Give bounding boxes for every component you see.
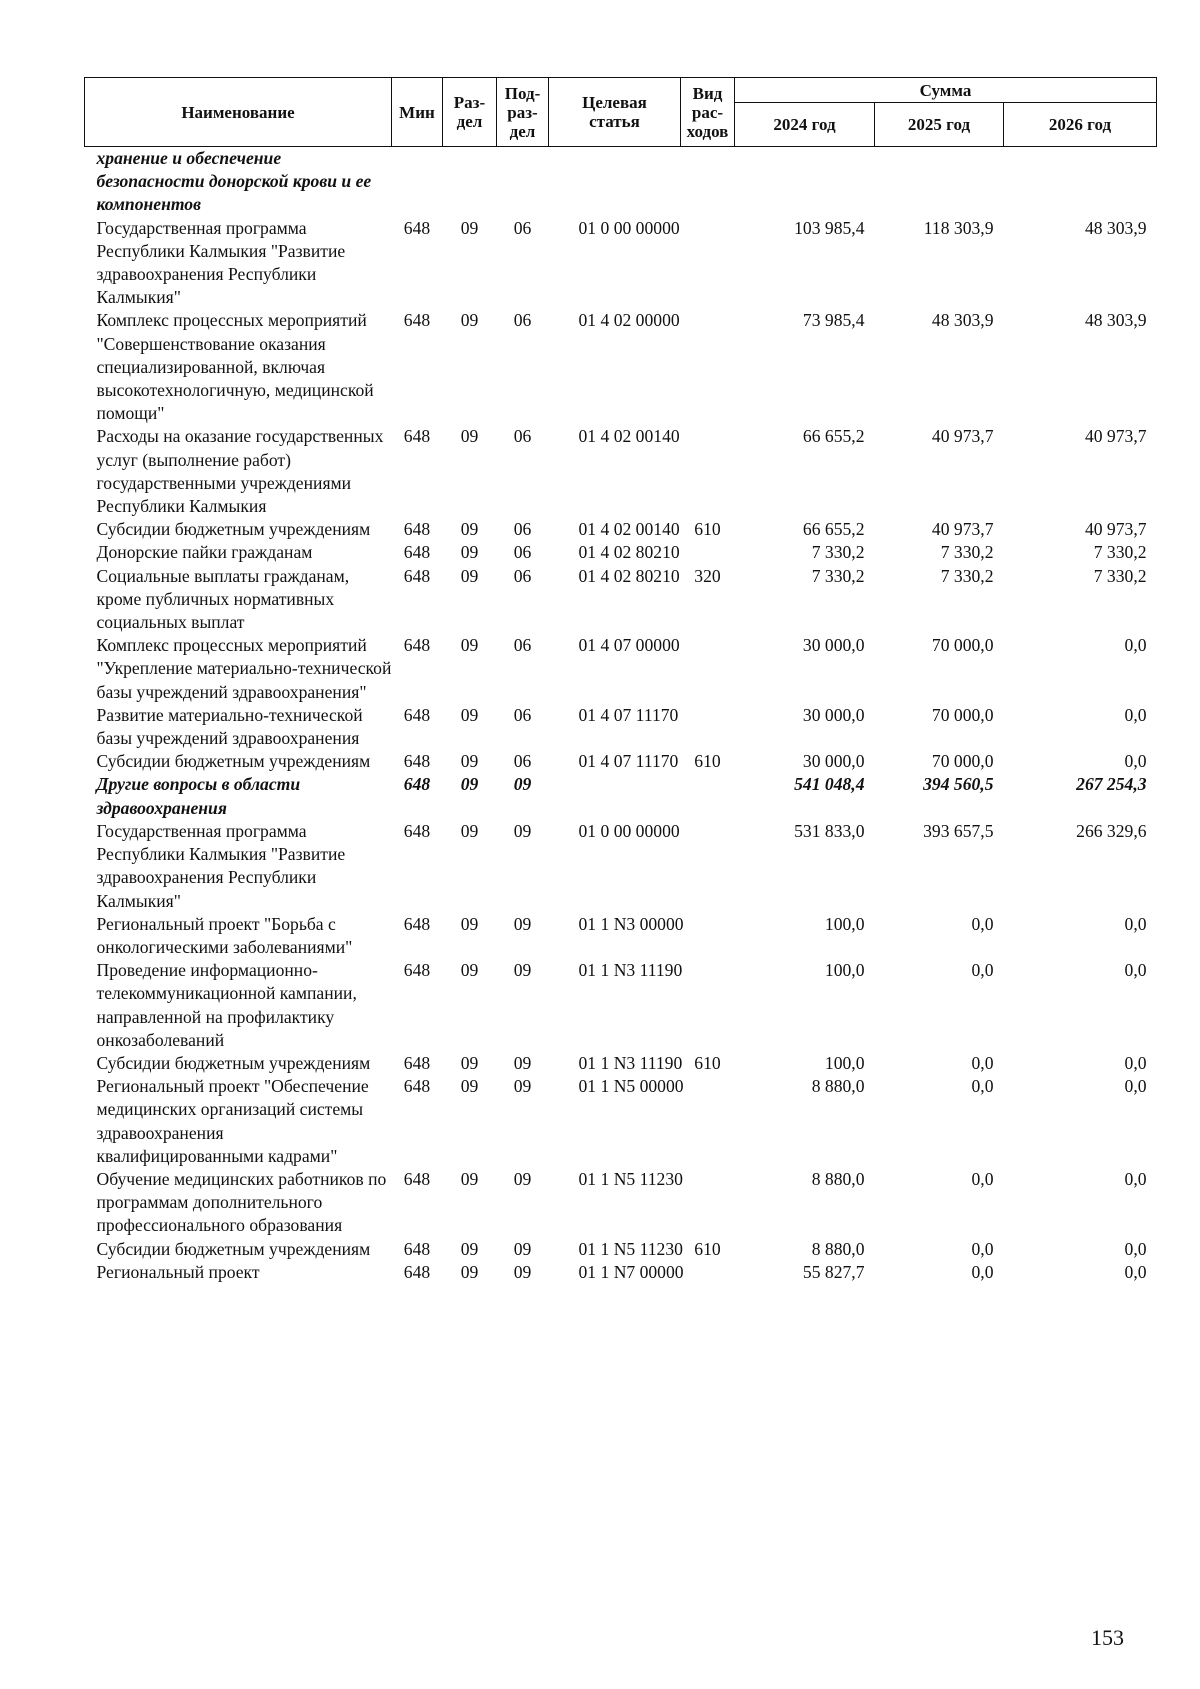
cell-name: Региональный проект bbox=[96, 1261, 260, 1282]
cell-target: 01 1 N5 00000 bbox=[578, 1076, 684, 1097]
cell-kind bbox=[681, 1261, 735, 1284]
cell-kind bbox=[681, 913, 735, 959]
cell-2024: 100,0 bbox=[824, 1052, 865, 1073]
cell-min: 648 bbox=[403, 426, 431, 447]
cell-kind bbox=[681, 541, 735, 564]
cell-podrazdel: 09 bbox=[513, 1052, 532, 1073]
cell-2024: 7 330,2 bbox=[811, 565, 865, 586]
cell-target: 01 1 N3 11190 bbox=[578, 960, 683, 981]
cell-kind bbox=[681, 820, 735, 913]
cell-2026: 0,0 bbox=[1124, 635, 1147, 656]
cell-min: 648 bbox=[403, 820, 431, 841]
cell-2024: 73 985,4 bbox=[802, 310, 865, 331]
budget-table bbox=[84, 77, 1157, 1284]
cell-razdel: 09 bbox=[460, 565, 479, 586]
cell-2026: 0,0 bbox=[1124, 1076, 1147, 1097]
cell-podrazdel: 09 bbox=[513, 1238, 532, 1259]
cell-podrazdel: 09 bbox=[513, 1076, 532, 1097]
cell-razdel: 09 bbox=[460, 542, 479, 563]
cell-name: Региональный проект "Борьба с онкологическими заболеваниями" bbox=[96, 913, 353, 957]
cell-2026: 0,0 bbox=[1124, 751, 1147, 772]
cell-target: 01 0 00 00000 bbox=[578, 820, 680, 841]
cell-min: 648 bbox=[403, 1052, 431, 1073]
cell-2025: 7 330,2 bbox=[940, 542, 994, 563]
table-row bbox=[85, 1261, 1157, 1284]
cell-razdel: 09 bbox=[460, 426, 479, 447]
cell-min bbox=[392, 147, 443, 217]
cell-razdel: 09 bbox=[460, 913, 479, 934]
cell-name: Обучение медицинских работников по программам дополнительного профессионального образования bbox=[96, 1168, 387, 1236]
cell-2025: 70 000,0 bbox=[931, 751, 994, 772]
cell-target: 01 4 02 00000 bbox=[578, 310, 680, 331]
cell-kind bbox=[681, 425, 735, 518]
cell-kind bbox=[681, 1075, 735, 1168]
cell-target: 01 4 02 80210 bbox=[578, 542, 680, 563]
cell-podrazdel: 06 bbox=[513, 426, 532, 447]
cell-target: 01 1 N7 00000 bbox=[578, 1261, 684, 1282]
cell-razdel: 09 bbox=[460, 1261, 479, 1282]
cell-kind bbox=[681, 634, 735, 704]
cell-2026: 0,0 bbox=[1124, 1261, 1147, 1282]
header-podrazdel: Под- раз- дел bbox=[497, 78, 549, 147]
cell-2024: 541 048,4 bbox=[794, 774, 865, 795]
cell-name: Проведение информационно-телекоммуникационной кампании, направленной на профилактику онкозаболеваний bbox=[96, 960, 357, 1050]
cell-podrazdel: 09 bbox=[513, 1261, 532, 1282]
cell-2024: 100,0 bbox=[824, 913, 865, 934]
cell-podrazdel: 09 bbox=[513, 913, 532, 934]
cell-min: 648 bbox=[403, 217, 431, 238]
cell-2025: 0,0 bbox=[971, 913, 994, 934]
cell-name: Комплекс процессных мероприятий "Совершенствование оказания специализированной, включая высокотехнологичную, медицинской помощи" bbox=[96, 310, 374, 424]
cell-2025: 40 973,7 bbox=[931, 519, 994, 540]
table-row bbox=[85, 1238, 1157, 1261]
cell-name: Государственная программа Республики Калмыкия "Развитие здравоохранения Республики Калмыкия" bbox=[96, 217, 346, 308]
cell-kind bbox=[681, 959, 735, 1052]
header-sum: Сумма bbox=[735, 78, 1157, 103]
table-row bbox=[85, 1168, 1157, 1238]
cell-2026: 266 329,6 bbox=[1076, 820, 1147, 841]
cell-2026: 7 330,2 bbox=[1093, 542, 1147, 563]
cell-podrazdel: 09 bbox=[513, 960, 532, 981]
cell-min: 648 bbox=[403, 310, 431, 331]
cell-min: 648 bbox=[403, 913, 431, 934]
cell-kind: 610 bbox=[694, 1238, 721, 1259]
header-target: Целевая статья bbox=[549, 78, 681, 147]
cell-2025: 0,0 bbox=[971, 1238, 994, 1259]
cell-razdel: 09 bbox=[460, 774, 479, 795]
table-header bbox=[85, 78, 1157, 147]
cell-2025: 70 000,0 bbox=[931, 635, 994, 656]
cell-name: Другие вопросы в области здравоохранения bbox=[96, 774, 301, 818]
cell-target: 01 1 N5 11230 bbox=[578, 1168, 683, 1189]
cell-podrazdel: 06 bbox=[513, 565, 532, 586]
table-row bbox=[85, 913, 1157, 959]
cell-razdel: 09 bbox=[460, 310, 479, 331]
cell-target: 01 4 02 00140 bbox=[578, 519, 680, 540]
cell-2025: 48 303,9 bbox=[931, 310, 994, 331]
cell-2025: 0,0 bbox=[971, 960, 994, 981]
cell-2026: 0,0 bbox=[1124, 1238, 1147, 1259]
cell-target: 01 4 07 11170 bbox=[578, 751, 679, 772]
cell-2026: 40 973,7 bbox=[1084, 426, 1147, 447]
cell-target: 01 0 00 00000 bbox=[578, 217, 680, 238]
cell-min: 648 bbox=[403, 774, 431, 795]
cell-kind bbox=[681, 217, 735, 310]
cell-name: Субсидии бюджетным учреждениям bbox=[96, 751, 371, 772]
cell-2025 bbox=[875, 147, 1004, 217]
cell-podrazdel: 09 bbox=[513, 820, 532, 841]
cell-kind: 610 bbox=[694, 1052, 721, 1073]
cell-kind bbox=[681, 147, 735, 217]
cell-2025: 7 330,2 bbox=[940, 565, 994, 586]
table-row bbox=[85, 518, 1157, 541]
cell-name: Региональный проект "Обеспечение медицинских организаций системы здравоохранения квалифицированными кадрами" bbox=[96, 1076, 369, 1166]
table-row bbox=[85, 750, 1157, 773]
cell-kind bbox=[681, 773, 735, 819]
table-row bbox=[85, 704, 1157, 750]
cell-2025: 0,0 bbox=[971, 1168, 994, 1189]
header-2026: 2026 год bbox=[1004, 103, 1157, 147]
table-row bbox=[85, 1075, 1157, 1168]
cell-min: 648 bbox=[403, 1076, 431, 1097]
header-2025: 2025 год bbox=[875, 103, 1004, 147]
cell-2024: 8 880,0 bbox=[811, 1238, 865, 1259]
cell-razdel: 09 bbox=[460, 1168, 479, 1189]
cell-2026: 0,0 bbox=[1124, 913, 1147, 934]
cell-target: 01 4 07 11170 bbox=[578, 704, 679, 725]
cell-2024: 66 655,2 bbox=[802, 519, 865, 540]
cell-kind bbox=[681, 1168, 735, 1238]
cell-kind: 610 bbox=[694, 519, 721, 540]
header-razdel: Раз- дел bbox=[443, 78, 497, 147]
cell-target: 01 1 N3 11190 bbox=[578, 1052, 683, 1073]
cell-name: Субсидии бюджетным учреждениям bbox=[96, 519, 371, 540]
cell-target: 01 4 02 80210 bbox=[578, 565, 680, 586]
section-row bbox=[85, 147, 1157, 217]
cell-razdel: 09 bbox=[460, 751, 479, 772]
cell-podrazdel: 09 bbox=[513, 774, 532, 795]
section-row bbox=[85, 773, 1157, 819]
cell-razdel: 09 bbox=[460, 635, 479, 656]
header-kind: Вид рас- ходов bbox=[681, 78, 735, 147]
cell-podrazdel: 06 bbox=[513, 635, 532, 656]
cell-podrazdel bbox=[497, 147, 549, 217]
cell-target: 01 1 N5 11230 bbox=[578, 1238, 683, 1259]
cell-2024: 103 985,4 bbox=[794, 217, 865, 238]
cell-2024: 55 827,7 bbox=[802, 1261, 865, 1282]
cell-razdel: 09 bbox=[460, 704, 479, 725]
cell-min: 648 bbox=[403, 542, 431, 563]
cell-razdel: 09 bbox=[460, 960, 479, 981]
cell-2025: 0,0 bbox=[971, 1076, 994, 1097]
cell-2024: 30 000,0 bbox=[802, 751, 865, 772]
cell-min: 648 bbox=[403, 751, 431, 772]
table-row bbox=[85, 565, 1157, 635]
cell-name: Комплекс процессных мероприятий "Укрепление материально-технической базы учреждений здравоохранения" bbox=[96, 635, 392, 702]
cell-target: 01 4 07 00000 bbox=[578, 635, 680, 656]
cell-2026: 267 254,3 bbox=[1076, 774, 1147, 795]
cell-2025: 40 973,7 bbox=[931, 426, 994, 447]
cell-name: Развитие материально-технической базы учреждений здравоохранения bbox=[96, 704, 363, 749]
cell-razdel: 09 bbox=[460, 1076, 479, 1097]
cell-2025: 118 303,9 bbox=[923, 217, 994, 238]
cell-min: 648 bbox=[403, 565, 431, 586]
table-row bbox=[85, 217, 1157, 310]
cell-name: Расходы на оказание государственных услуг (выполнение работ) государственными учреждениями Республики Калмыкия bbox=[96, 426, 384, 517]
cell-razdel: 09 bbox=[460, 1052, 479, 1073]
cell-2024: 8 880,0 bbox=[811, 1168, 865, 1189]
cell-podrazdel: 06 bbox=[513, 751, 532, 772]
cell-min: 648 bbox=[403, 960, 431, 981]
cell-2026: 7 330,2 bbox=[1093, 565, 1147, 586]
header-2024: 2024 год bbox=[735, 103, 875, 147]
cell-name: Субсидии бюджетным учреждениям bbox=[96, 1238, 371, 1259]
cell-2024: 30 000,0 bbox=[802, 635, 865, 656]
cell-2025: 0,0 bbox=[971, 1052, 994, 1073]
cell-2024: 66 655,2 bbox=[802, 426, 865, 447]
cell-podrazdel: 06 bbox=[513, 310, 532, 331]
cell-razdel: 09 bbox=[460, 217, 479, 238]
cell-razdel bbox=[443, 147, 497, 217]
cell-2025: 0,0 bbox=[971, 1261, 994, 1282]
table-row bbox=[85, 959, 1157, 1052]
cell-podrazdel: 06 bbox=[513, 519, 532, 540]
cell-min: 648 bbox=[403, 704, 431, 725]
cell-kind: 610 bbox=[694, 751, 721, 772]
cell-min: 648 bbox=[403, 1238, 431, 1259]
header-name: Наименование bbox=[85, 78, 392, 147]
cell-name: Субсидии бюджетным учреждениям bbox=[96, 1052, 371, 1073]
cell-min: 648 bbox=[403, 1261, 431, 1282]
cell-kind bbox=[681, 704, 735, 750]
cell-2026: 0,0 bbox=[1124, 960, 1147, 981]
cell-2024: 30 000,0 bbox=[802, 704, 865, 725]
cell-name: хранение и обеспечение безопасности донорской крови и ее компонентов bbox=[96, 148, 372, 215]
cell-min: 648 bbox=[403, 519, 431, 540]
cell-2026: 40 973,7 bbox=[1084, 519, 1147, 540]
cell-2026 bbox=[1004, 147, 1157, 217]
cell-2026: 0,0 bbox=[1124, 1052, 1147, 1073]
cell-target bbox=[549, 773, 681, 819]
cell-target bbox=[549, 147, 681, 217]
cell-razdel: 09 bbox=[460, 519, 479, 540]
cell-target: 01 4 02 00140 bbox=[578, 426, 680, 447]
cell-min: 648 bbox=[403, 635, 431, 656]
table-row bbox=[85, 634, 1157, 704]
table-row bbox=[85, 820, 1157, 913]
cell-2025: 393 657,5 bbox=[923, 820, 994, 841]
table-row bbox=[85, 541, 1157, 564]
cell-2024 bbox=[735, 147, 875, 217]
table-row bbox=[85, 309, 1157, 425]
cell-name: Социальные выплаты гражданам, кроме публичных нормативных социальных выплат bbox=[96, 565, 350, 633]
cell-2025: 394 560,5 bbox=[923, 774, 994, 795]
cell-min: 648 bbox=[403, 1168, 431, 1189]
page-number: 153 bbox=[1091, 1625, 1124, 1650]
cell-podrazdel: 09 bbox=[513, 1168, 532, 1189]
cell-2026: 48 303,9 bbox=[1084, 217, 1147, 238]
cell-2026: 0,0 bbox=[1124, 704, 1147, 725]
cell-2024: 8 880,0 bbox=[811, 1076, 865, 1097]
cell-razdel: 09 bbox=[460, 820, 479, 841]
cell-2024: 531 833,0 bbox=[794, 820, 865, 841]
cell-name: Донорские пайки гражданам bbox=[96, 542, 313, 563]
cell-2024: 100,0 bbox=[824, 960, 865, 981]
header-min: Мин bbox=[392, 78, 443, 147]
cell-2026: 48 303,9 bbox=[1084, 310, 1147, 331]
cell-kind bbox=[681, 309, 735, 425]
cell-2026: 0,0 bbox=[1124, 1168, 1147, 1189]
cell-podrazdel: 06 bbox=[513, 704, 532, 725]
cell-razdel: 09 bbox=[460, 1238, 479, 1259]
cell-2024: 7 330,2 bbox=[811, 542, 865, 563]
table-row bbox=[85, 1052, 1157, 1075]
cell-2025: 70 000,0 bbox=[931, 704, 994, 725]
cell-target: 01 1 N3 00000 bbox=[578, 913, 684, 934]
cell-kind: 320 bbox=[694, 565, 721, 586]
cell-podrazdel: 06 bbox=[513, 217, 532, 238]
table-body bbox=[85, 147, 1157, 1284]
cell-name: Государственная программа Республики Калмыкия "Развитие здравоохранения Республики Калмыкия" bbox=[96, 820, 346, 911]
cell-podrazdel: 06 bbox=[513, 542, 532, 563]
table-row bbox=[85, 425, 1157, 518]
